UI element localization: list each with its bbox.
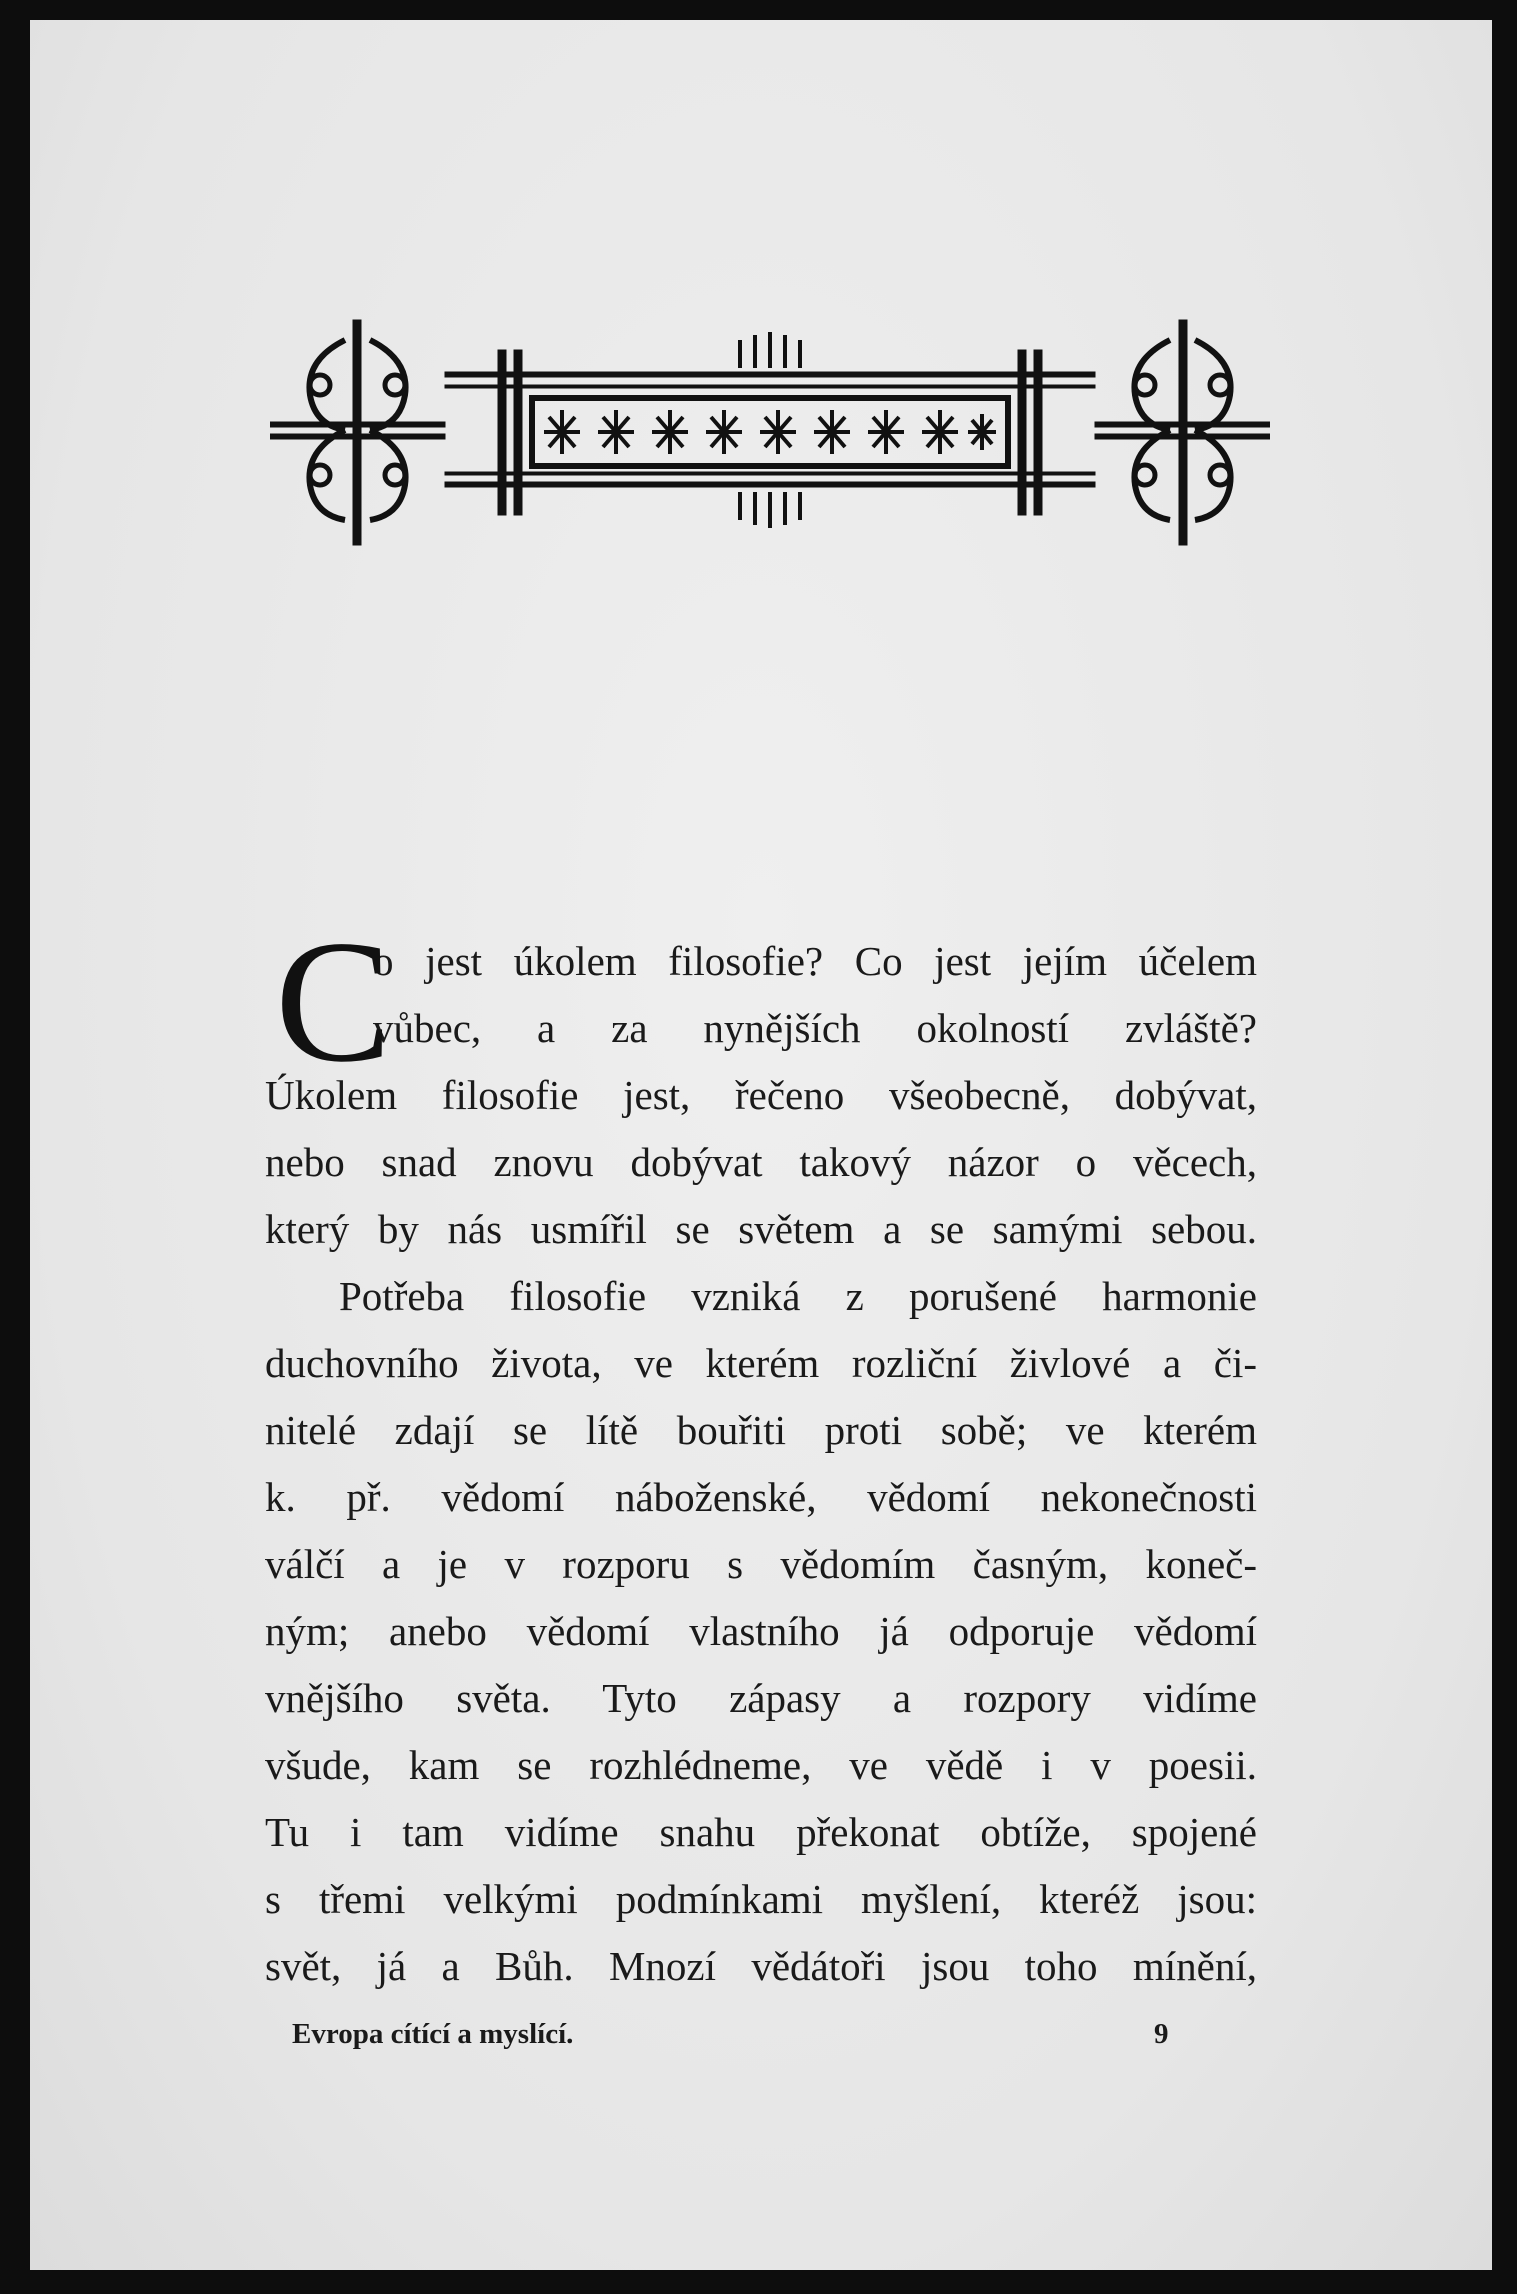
footer-book-title: Evropa cítící a myslící. — [292, 2018, 574, 2050]
left-scroll-ornament — [270, 320, 445, 545]
text-line: Tu i tam vidíme snahu překonat obtíže, spojené — [265, 1809, 1257, 1855]
text-line: svět, já a Bůh. Mnozí vědátoři jsou toho mínění, — [265, 1943, 1257, 1989]
text-line: vůbec, a za nynějších okolností zvláště? — [373, 1005, 1257, 1051]
text-line: Úkolem filosofie jest, řečeno všeobecně, dobývat, — [265, 1072, 1257, 1118]
text-line: ným; anebo vědomí vlastního já odporuje vědomí — [265, 1608, 1257, 1654]
text-line: s třemi velkými podmínkami myšlení, kteréž jsou: — [265, 1876, 1257, 1922]
drop-cap: C — [275, 904, 392, 1098]
text-line: válčí a je v rozporu s vědomím časným, koneč- — [265, 1541, 1257, 1587]
decorative-headpiece-ornament — [270, 310, 1270, 555]
text-line: o jest úkolem filosofie? Co jest jejím účelem — [373, 938, 1257, 984]
text-line: vnějšího světa. Tyto zápasy a rozpory vidíme — [265, 1675, 1257, 1721]
text-line: duchovního života, ve kterém rozliční živlové a či- — [265, 1340, 1257, 1386]
text-line: nebo snad znovu dobývat takový názor o věcech, — [265, 1139, 1257, 1185]
text-line: nitelé zdají se lítě bouřiti proti sobě; ve kterém — [265, 1407, 1257, 1453]
page-number: 9 — [1154, 2018, 1169, 2050]
text-line: který by nás usmířil se světem a se samými sebou. — [265, 1206, 1257, 1252]
body-text — [265, 904, 1257, 2000]
book-page — [30, 20, 1492, 2270]
text-line: k. př. vědomí náboženské, vědomí nekonečnosti — [265, 1474, 1257, 1520]
right-scroll-ornament — [1095, 320, 1270, 545]
text-line: Potřeba filosofie vzniká z porušené harmonie — [339, 1273, 1257, 1319]
text-line: všude, kam se rozhlédneme, ve vědě i v poesii. — [265, 1742, 1257, 1788]
